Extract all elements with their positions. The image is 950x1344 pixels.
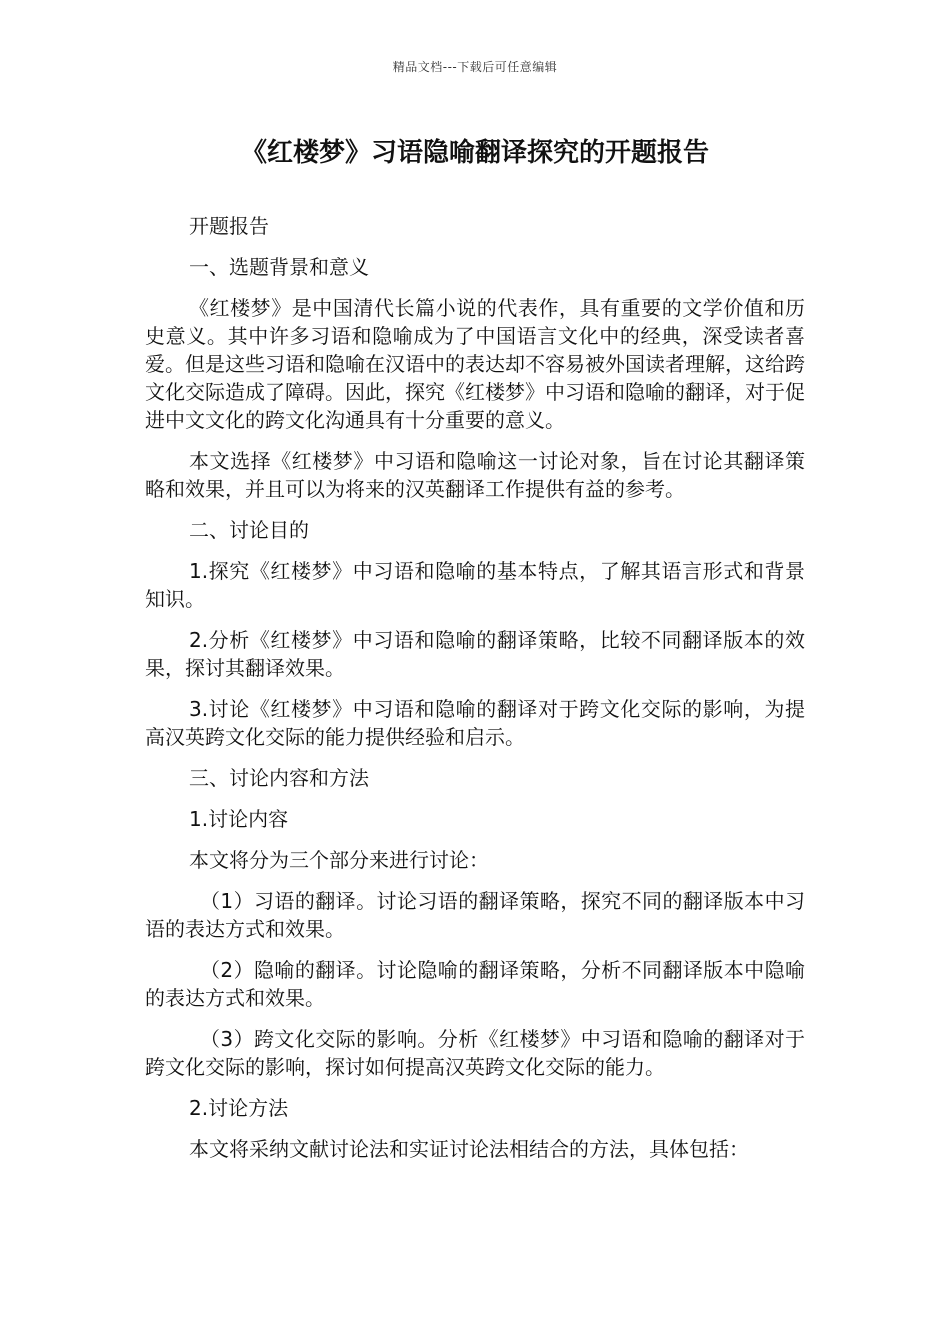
paragraph-background: 《红楼梦》是中国清代长篇小说的代表作，具有重要的文学价值和历史意义。其中许多习语和隐喻成为了中国语言文化中的经典，深受读者喜爱。但是这些习语和隐喻在汉语中的表达却不容易被外国读者理解，这给跨文化交际造成了障碍。因此，探究《红楼梦》中习语和隐喻的翻译，对于促进中文文化的跨文化沟通具有十分重要的意义。 <box>145 296 805 432</box>
page-header-watermark: 精品文档---下载后可任意编辑 <box>392 60 558 74</box>
paragraph-topic-choice: 本文选择《红楼梦》中习语和隐喻这一讨论对象，旨在讨论其翻译策略和效果，并且可以为将来的汉英翻译工作提供有益的参考。 <box>145 449 805 501</box>
paragraph-method-intro: 本文将采纳文献讨论法和实证讨论法相结合的方法，具体包括： <box>189 1137 749 1161</box>
document-body <box>145 212 805 1176</box>
purpose-item-2: 2.分析《红楼梦》中习语和隐喻的翻译策略，比较不同翻译版本的效果，探讨其翻译效果。 <box>145 628 805 680</box>
subsection-heading-method: 2.讨论方法 <box>189 1096 289 1120</box>
section-heading-background: 一、选题背景和意义 <box>189 255 369 279</box>
purpose-item-1: 1.探究《红楼梦》中习语和隐喻的基本特点，了解其语言形式和背景知识。 <box>145 559 805 611</box>
content-item-3: （3）跨文化交际的影响。分析《红楼梦》中习语和隐喻的翻译对于跨文化交际的影响，探讨如何提高汉英跨文化交际的能力。 <box>145 1027 805 1079</box>
document-title: 《红楼梦》习语隐喻翻译探究的开题报告 <box>240 138 709 168</box>
content-item-1: （1）习语的翻译。讨论习语的翻译策略，探究不同的翻译版本中习语的表达方式和效果。 <box>145 889 805 941</box>
subsection-heading-content: 1.讨论内容 <box>189 807 289 831</box>
paragraph-content-intro: 本文将分为三个部分来进行讨论： <box>189 848 489 872</box>
section-heading-content-method: 三、讨论内容和方法 <box>189 766 369 790</box>
section-heading-purpose: 二、讨论目的 <box>189 518 309 542</box>
purpose-item-3: 3.讨论《红楼梦》中习语和隐喻的翻译对于跨文化交际的影响，为提高汉英跨文化交际的能力提供经验和启示。 <box>145 697 805 749</box>
content-item-2: （2）隐喻的翻译。讨论隐喻的翻译策略，分析不同翻译版本中隐喻的表达方式和效果。 <box>145 958 805 1010</box>
section-label-report: 开题报告 <box>189 214 269 238</box>
